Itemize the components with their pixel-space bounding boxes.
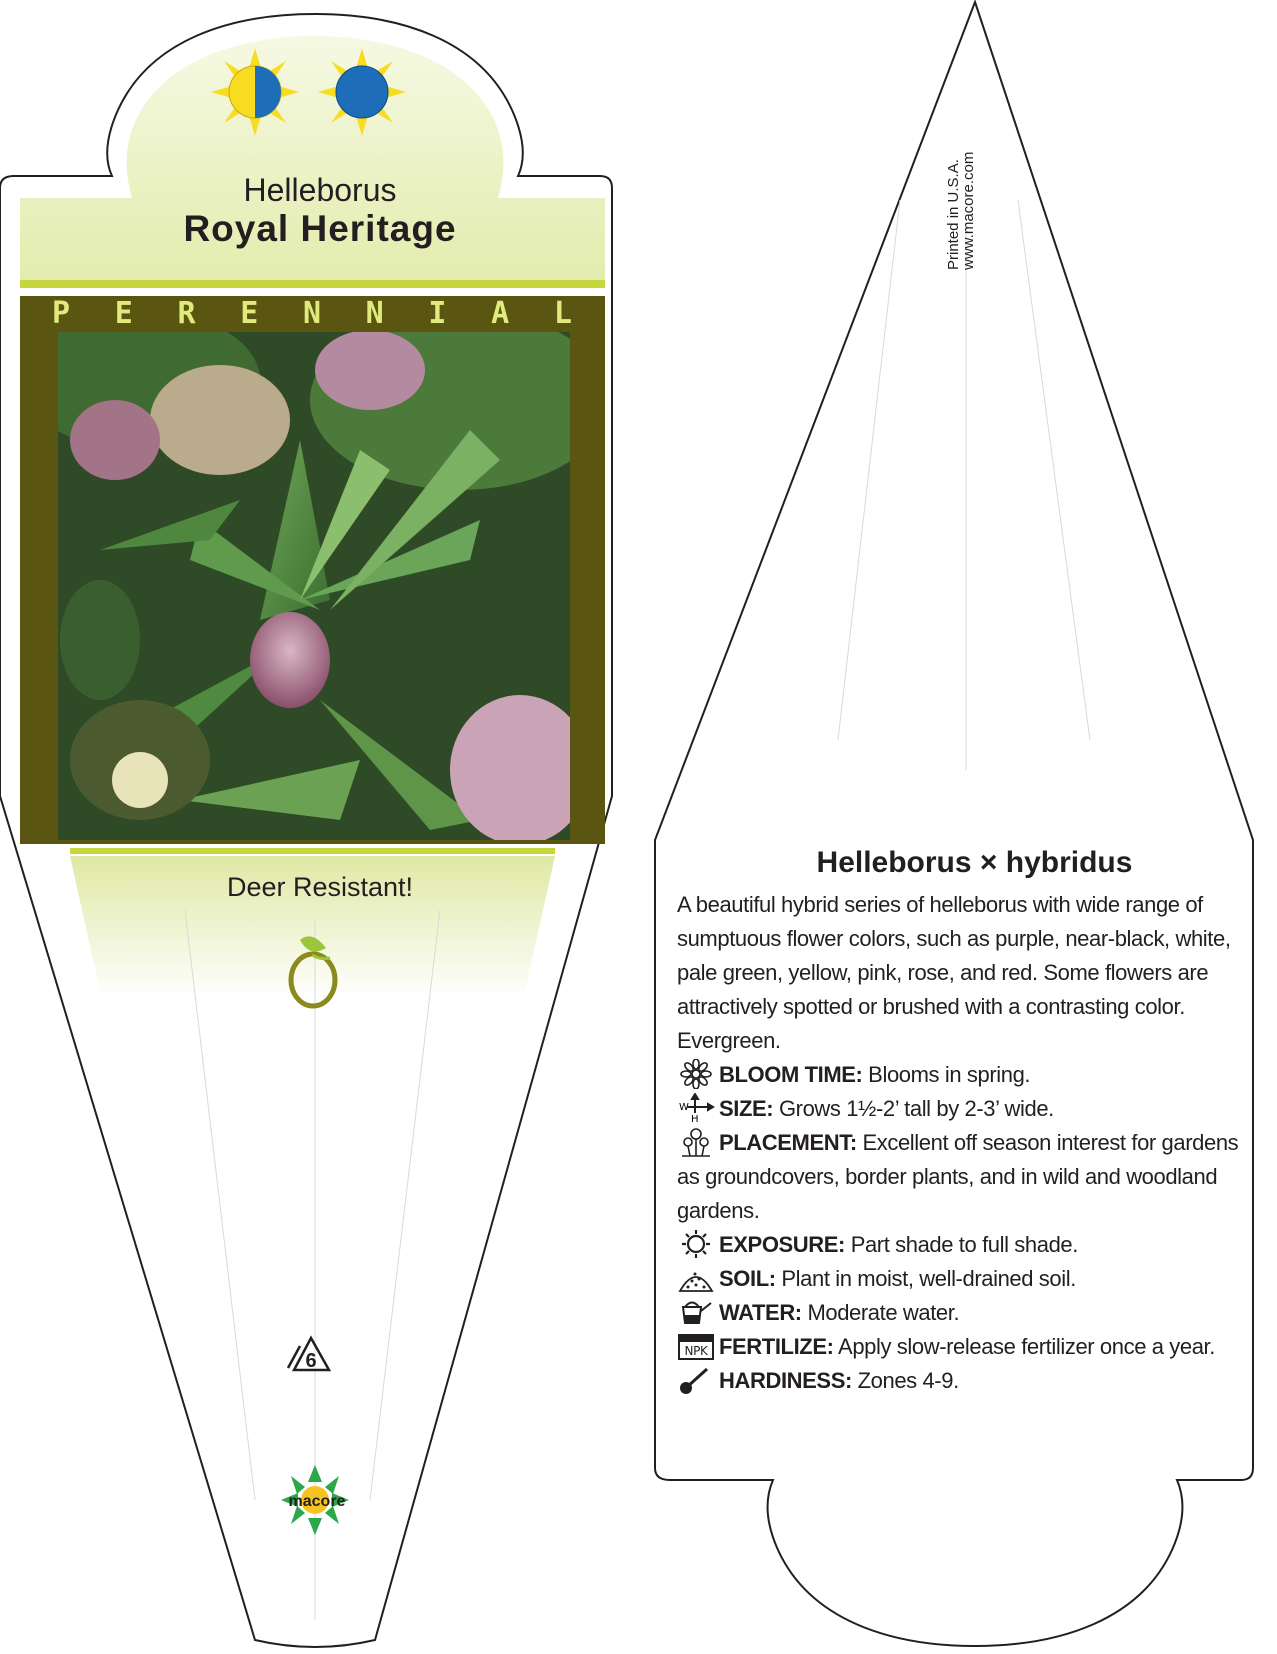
care-text: Part shade to full shade. (844, 1232, 1078, 1257)
lime-line-top (20, 280, 605, 288)
placement-icon (677, 1127, 715, 1157)
printed-info (946, 60, 976, 270)
care-label: SIZE: (719, 1096, 774, 1121)
care-label: HARDINESS: (719, 1368, 852, 1393)
care-label: SOIL: (719, 1266, 776, 1291)
thermometer-icon (677, 1365, 715, 1395)
plant-info (677, 846, 1252, 1398)
category-letter: N (302, 296, 321, 331)
category-letter: R (177, 296, 196, 331)
species-name: Helleborus × hybridus (816, 846, 1133, 879)
care-label: WATER: (719, 1300, 802, 1325)
care-exposure (677, 1228, 1252, 1262)
sun-outline-icon (677, 1229, 715, 1259)
part-sun-icon (211, 48, 299, 136)
care-text: Moderate water. (801, 1300, 960, 1325)
care-text: Blooms in spring. (862, 1062, 1031, 1087)
category-letter: N (365, 296, 384, 331)
npk-label: NPK (684, 1344, 708, 1358)
size-h-label: H (691, 1114, 699, 1123)
lime-line-bottom (70, 848, 555, 854)
resin-code: 6 (305, 1350, 317, 1372)
care-label: PLACEMENT: (719, 1130, 857, 1155)
care-size (677, 1092, 1252, 1126)
description: A beautiful hybrid series of helleborus with wide range of sumptuous flower colors, such as purple, near-black, white, pale green, yellow, pink, rose, and red. Some flowers are attractively spotted or brushed with a contrasting color. Evergreen. (677, 892, 1231, 1053)
flower-icon (677, 1059, 715, 1089)
care-label: BLOOM TIME: (719, 1062, 863, 1087)
category-letter: A (491, 296, 510, 331)
care-fertilize (677, 1330, 1252, 1364)
care-label: EXPOSURE: (719, 1232, 845, 1257)
category-letter: I (428, 296, 447, 331)
care-hardiness (677, 1364, 1252, 1398)
watering-can-icon (677, 1297, 715, 1327)
category-label (52, 296, 572, 331)
soil-icon (677, 1263, 715, 1293)
category-letter: P (52, 296, 71, 331)
care-placement (677, 1126, 1252, 1228)
size-w-label: W (679, 1102, 689, 1113)
npk-icon (677, 1331, 715, 1361)
plant-genus: Helleborus (243, 172, 397, 208)
care-text: Grows 1½-2’ tall by 2-3’ wide. (773, 1096, 1054, 1121)
category-letter: E (114, 296, 133, 331)
category-letter: L (553, 296, 572, 331)
care-water (677, 1296, 1252, 1330)
size-arrows-icon (677, 1093, 715, 1123)
care-text: Zones 4-9. (851, 1368, 959, 1393)
care-text: Apply slow-release fertilizer once a year. (833, 1334, 1215, 1359)
full-shade-icon (318, 48, 406, 136)
feature-text: Deer Resistant! (226, 872, 414, 902)
care-bloom-time (677, 1058, 1252, 1092)
plant-photo (20, 310, 610, 845)
care-soil (677, 1262, 1252, 1296)
plant-cultivar: Royal Heritage (183, 208, 457, 249)
care-text: Plant in moist, well-drained soil. (775, 1266, 1076, 1291)
brand-name: macore (288, 1493, 346, 1510)
website: www.macore.com (960, 151, 977, 270)
category-letter: E (240, 296, 259, 331)
printed-in-usa: Printed in U.S.A. (945, 159, 962, 270)
care-text: Excellent off season interest for gardens as groundcovers, border plants, and in wild and woodland gardens. (677, 1130, 1239, 1223)
care-label: FERTILIZE: (719, 1334, 834, 1359)
